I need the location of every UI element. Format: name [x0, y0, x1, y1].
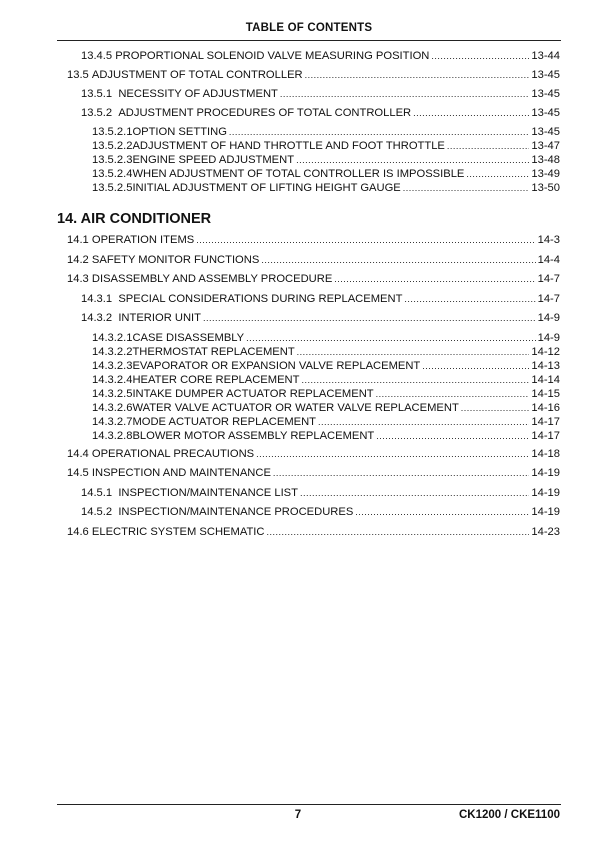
toc-number: 14.5.2 — [81, 506, 113, 518]
toc-leader — [461, 401, 530, 415]
toc-page: 14-9 — [537, 312, 560, 324]
toc-leader — [300, 486, 529, 500]
toc-label: ADJUSTMENT PROCEDURES OF TOTAL CONTROLLER — [118, 107, 412, 119]
toc-entry-14-3-2-1[interactable] — [92, 331, 560, 345]
toc-number: 14.1 — [67, 234, 89, 246]
toc-label: OPERATIONAL PRECAUTIONS — [91, 448, 255, 460]
toc-leader — [261, 253, 535, 267]
toc-number: 14.2 — [67, 254, 89, 266]
toc-leader — [267, 525, 530, 539]
toc-entry-14-4[interactable] — [67, 447, 560, 461]
toc-page: 13-47 — [531, 140, 560, 152]
toc-entry-14-2[interactable] — [67, 253, 560, 267]
toc-leader — [355, 505, 529, 519]
toc-leader — [246, 331, 535, 345]
toc-label: WHEN ADJUSTMENT OF TOTAL CONTROLLER IS IMPOSSIBLE — [132, 168, 465, 180]
toc-label: DISASSEMBLY AND ASSEMBLY PROCEDURE — [91, 273, 333, 285]
toc-page: 14-15 — [531, 388, 560, 400]
toc-entry-14-5[interactable] — [67, 466, 560, 480]
toc-page: 14-17 — [531, 416, 560, 428]
toc-leader — [404, 292, 535, 306]
toc-entry-13-5-2-3[interactable] — [92, 153, 560, 167]
toc-number: 14.5.1 — [81, 487, 113, 499]
toc-leader — [318, 415, 529, 429]
toc-number: 13.5.2.5 — [92, 182, 133, 194]
toc-page: 13-45 — [531, 88, 560, 100]
toc-leader — [229, 125, 529, 139]
toc-page: 14-16 — [531, 402, 560, 414]
toc-leader — [280, 87, 530, 101]
toc-number: 14.3.2.2 — [92, 346, 133, 358]
toc-label: INSPECTION/MAINTENANCE PROCEDURES — [118, 506, 354, 518]
toc-number: 14.5 — [67, 467, 89, 479]
toc-entry-14-3-2-3[interactable] — [92, 359, 560, 373]
toc-number: 14.3.2.4 — [92, 374, 133, 386]
toc-label: ENGINE SPEED ADJUSTMENT — [132, 154, 295, 166]
toc-number: 14.3.2 — [81, 312, 113, 324]
toc-label: EVAPORATOR OR EXPANSION VALVE REPLACEMENT — [132, 360, 421, 372]
toc-leader — [273, 466, 529, 480]
toc-page: 14-4 — [537, 254, 560, 266]
toc-number: 13.5.2.2 — [92, 140, 133, 152]
toc-entry-14-3-2-8[interactable] — [92, 429, 560, 443]
toc-leader — [466, 167, 529, 181]
toc-number: 14.3.2.7 — [92, 416, 133, 428]
toc-label: PROPORTIONAL SOLENOID VALVE MEASURING POSITION — [115, 50, 430, 62]
toc-number: 14.3.2.5 — [92, 388, 133, 400]
toc-page: 14-7 — [537, 293, 560, 305]
toc-number: 13.5.2.3 — [92, 154, 133, 166]
toc-leader — [376, 429, 529, 443]
toc-entry-13-4-5[interactable] — [81, 49, 560, 63]
toc-page: 14-3 — [537, 234, 560, 246]
toc-page: 14-23 — [531, 526, 560, 538]
toc-page: 13-50 — [531, 182, 560, 194]
toc-leader — [403, 181, 530, 195]
toc-page: 14-13 — [531, 360, 560, 372]
toc-page: 14-19 — [531, 467, 560, 479]
toc-label: ELECTRIC SYSTEM SCHEMATIC — [91, 526, 265, 538]
toc-number: 14.3.2.8 — [92, 430, 133, 442]
toc-entry-13-5-2-1[interactable] — [92, 125, 560, 139]
toc-leader — [196, 233, 535, 247]
toc-entry-14-3-2-6[interactable] — [92, 401, 560, 415]
toc-entry-14-3-2-2[interactable] — [92, 345, 560, 359]
toc-entry-14-5-1[interactable] — [81, 486, 560, 500]
toc-leader — [422, 359, 529, 373]
toc-page: 13-49 — [531, 168, 560, 180]
toc-label: INSPECTION AND MAINTENANCE — [91, 467, 271, 479]
toc-entry-13-5-2-4[interactable] — [92, 167, 560, 181]
toc-label: ADJUSTMENT OF HAND THROTTLE AND FOOT THROTTLE — [132, 140, 445, 152]
toc-page: 14-7 — [537, 273, 560, 285]
toc-number: 13.5.1 — [81, 88, 113, 100]
toc-entry-14-3-2-4[interactable] — [92, 373, 560, 387]
toc-number: 13.5 — [67, 69, 89, 81]
toc-label: INTERIOR UNIT — [118, 312, 201, 324]
toc-label: WATER VALVE ACTUATOR OR WATER VALVE REPLACEMENT — [132, 402, 459, 414]
toc-leader — [256, 447, 529, 461]
footer-page-number: 7 — [294, 809, 302, 821]
toc-leader — [296, 153, 529, 167]
toc-label: INITIAL ADJUSTMENT OF LIFTING HEIGHT GAUGE — [132, 182, 401, 194]
toc-label: OPTION SETTING — [132, 126, 227, 138]
toc-entry-13-5[interactable] — [67, 68, 560, 82]
toc-entry-14-3[interactable] — [67, 272, 560, 286]
toc-entry-13-5-2-2[interactable] — [92, 139, 560, 153]
toc-label: INTAKE DUMPER ACTUATOR REPLACEMENT — [132, 388, 374, 400]
toc-entry-14-3-2-5[interactable] — [92, 387, 560, 401]
toc-number: 14.3.2.3 — [92, 360, 133, 372]
footer-rule — [57, 804, 561, 805]
toc-entry-14-3-2-7[interactable] — [92, 415, 560, 429]
toc-entry-14-3-1[interactable] — [81, 292, 560, 306]
toc-leader — [431, 49, 529, 63]
toc-page: 13-45 — [531, 126, 560, 138]
toc-leader — [413, 106, 529, 120]
toc-label: HEATER CORE REPLACEMENT — [132, 374, 300, 386]
toc-number: 13.4.5 — [81, 50, 113, 62]
toc-label: ADJUSTMENT OF TOTAL CONTROLLER — [91, 69, 303, 81]
toc-label: MODE ACTUATOR REPLACEMENT — [132, 416, 317, 428]
toc-number: 13.5.2.1 — [92, 126, 133, 138]
toc-number: 14.3 — [67, 273, 89, 285]
toc-page: 13-44 — [531, 50, 560, 62]
toc-number: 13.5.2.4 — [92, 168, 133, 180]
toc-page: 14-19 — [531, 506, 560, 518]
toc-number: 14.3.2.6 — [92, 402, 133, 414]
toc-leader — [376, 387, 530, 401]
toc-label: SAFETY MONITOR FUNCTIONS — [91, 254, 260, 266]
toc-header-title: TABLE OF CONTENTS — [245, 22, 373, 34]
footer-model-name: CK1200 / CKE1100 — [458, 809, 560, 821]
toc-page: 14-19 — [531, 487, 560, 499]
toc-leader — [305, 68, 530, 82]
toc-entry-14-3-2[interactable] — [81, 311, 560, 325]
toc-page: 13-48 — [531, 154, 560, 166]
toc-number: 14.3.1 — [81, 293, 113, 305]
toc-label: OPERATION ITEMS — [91, 234, 195, 246]
header-rule — [57, 40, 561, 41]
toc-label: SPECIAL CONSIDERATIONS DURING REPLACEMENT — [118, 293, 403, 305]
toc-label: THERMOSTAT REPLACEMENT — [132, 346, 295, 358]
toc-entry-13-5-1[interactable] — [81, 87, 560, 101]
toc-number: 14.6 — [67, 526, 89, 538]
toc-label: INSPECTION/MAINTENANCE LIST — [118, 487, 298, 499]
toc-number: 13.5.2 — [81, 107, 113, 119]
toc-label: CASE DISASSEMBLY — [132, 332, 245, 344]
toc-entry-13-5-2-5[interactable] — [92, 181, 560, 195]
toc-number: 14.4 — [67, 448, 89, 460]
toc-page: 14-14 — [531, 374, 560, 386]
section-heading-14: 14. AIR CONDITIONER — [57, 211, 212, 227]
toc-number: 14.3.2.1 — [92, 332, 133, 344]
toc-page: 14-18 — [531, 448, 560, 460]
toc-page: 14-9 — [537, 332, 560, 344]
toc-label: BLOWER MOTOR ASSEMBLY REPLACEMENT — [132, 430, 375, 442]
toc-page: 13-45 — [531, 107, 560, 119]
toc-leader — [203, 311, 536, 325]
toc-leader — [297, 345, 530, 359]
toc-entry-13-5-2[interactable] — [81, 106, 560, 120]
toc-page: 13-45 — [531, 69, 560, 81]
toc-page: 14-12 — [531, 346, 560, 358]
toc-entry-14-5-2[interactable] — [81, 505, 560, 519]
toc-entry-14-6[interactable] — [67, 525, 560, 539]
toc-leader — [334, 272, 535, 286]
toc-label: NECESSITY OF ADJUSTMENT — [118, 88, 278, 100]
toc-page: 14-17 — [531, 430, 560, 442]
toc-leader — [447, 139, 529, 153]
toc-leader — [301, 373, 529, 387]
toc-entry-14-1[interactable] — [67, 233, 560, 247]
